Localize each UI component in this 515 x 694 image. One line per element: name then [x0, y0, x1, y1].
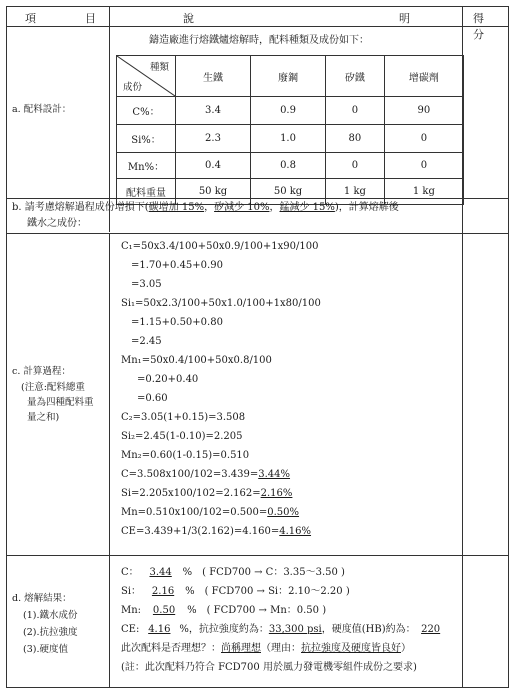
col-divider-top	[109, 7, 110, 232]
final-answer: 0.50%	[267, 507, 300, 518]
section-d-label: d. 熔解結果：	[12, 593, 72, 604]
section-a-label: a. 配料設計：	[12, 104, 72, 115]
separator: ，	[269, 202, 280, 213]
table-cell: 0	[384, 125, 463, 153]
result-c-label: C：	[121, 567, 139, 578]
section-b-post: )，計算熔解後	[334, 202, 399, 213]
result-note: (註：此次配料乃符合 FCD700 用於風力發電機零組件成份之要求)	[121, 662, 417, 673]
calc-line: =2.45	[131, 336, 162, 347]
table-cell: 0	[384, 153, 463, 179]
result-ce-line	[121, 620, 446, 635]
section-a-intro: 鑄造廠進行熔鐵爐熔解時，配料種類及成份如下：	[149, 35, 369, 46]
hardness-value: 220	[421, 624, 441, 635]
header-divider	[7, 26, 508, 27]
header-item: 項 目	[25, 12, 97, 25]
result-c-line	[121, 563, 345, 578]
calc-line: =0.60	[137, 393, 168, 404]
table-cell: 1 kg	[326, 179, 385, 205]
silicon-loss: 矽減少 10%	[214, 202, 270, 213]
result-c-ref: % ( FCD700 → C：3.35～3.50 )	[182, 567, 345, 578]
reason-text: 抗拉強度及硬度皆良好	[301, 643, 401, 654]
table-cell: 1 kg	[384, 179, 463, 205]
table-cell: 90	[384, 97, 463, 125]
section-b-pre: b. 請考慮熔解過程成份增損下(	[12, 202, 149, 213]
section-b-line2: 鐵水之成份：	[27, 218, 87, 229]
result-hb-mid: ，硬度值(HB)約為：	[321, 624, 416, 635]
header-desc-right: 明	[399, 12, 411, 25]
calc-line: =1.70+0.45+0.90	[131, 260, 223, 271]
calc-line: =1.15+0.50+0.80	[131, 317, 223, 328]
row-label: Si%：	[117, 125, 176, 153]
final-expr: C=3.508x100/102=3.439=	[121, 469, 259, 480]
table-cell: 50 kg	[176, 179, 251, 205]
result-c-value: 3.44	[149, 567, 172, 578]
section-b-line1	[12, 201, 399, 215]
calc-line: C₁=50x3.4/100+50x0.9/100+1x90/100	[121, 241, 319, 252]
tensile-strength: 33,300 psi	[268, 624, 322, 635]
final-answer: 4.16%	[279, 526, 312, 537]
calc-line: =3.05	[131, 279, 162, 290]
row-label: C%：	[117, 97, 176, 125]
result-ce-value: 4.16	[148, 624, 171, 635]
section-c-note3: 量之和)	[27, 412, 60, 423]
result-mn-value: 0.50	[152, 605, 176, 616]
table-cell: 0	[326, 153, 385, 179]
carbon-gain: 碳增加 15%	[148, 202, 205, 213]
material-header: 矽鐵	[326, 56, 385, 97]
table-cell: 80	[326, 125, 385, 153]
header-score: 得 分	[473, 12, 497, 41]
final-expr: CE=3.439+1/3(2.162)=4.160=	[121, 526, 280, 537]
final-answer: 3.44%	[258, 469, 291, 480]
header-desc-left: 說	[183, 12, 195, 25]
result-mn-label: Mn:	[121, 605, 142, 616]
material-header: 生鐵	[176, 56, 251, 97]
result-si-value: 2.16	[151, 586, 175, 597]
table-cell: 2.3	[176, 125, 251, 153]
corner-bottom-text: 成份	[123, 82, 143, 93]
calc-line: Si₂=2.45(1-0.10)=2.205	[121, 431, 243, 442]
table-cell: 50 kg	[251, 179, 326, 205]
section-d-item3: (3).硬度值	[23, 644, 68, 655]
material-table	[116, 55, 464, 205]
calc-line: C₂=3.05(1+0.15)=3.508	[121, 412, 246, 423]
ideal-answer: 尚稱理想	[221, 643, 261, 654]
divider-b-c	[7, 233, 508, 234]
ideal-question: 此次配料是否理想？：	[121, 643, 221, 654]
section-c-label: c. 計算過程：	[12, 366, 71, 377]
section-c-note1: (注意:配料總重	[21, 382, 85, 393]
row-label: Mn%：	[117, 153, 176, 179]
table-corner-cell	[117, 56, 176, 97]
result-mn-line	[121, 601, 326, 616]
final-expr: Si=2.205x100/102=2.162=	[121, 488, 261, 499]
manganese-loss: 錳減少 15%	[279, 202, 335, 213]
final-answer: 2.16%	[260, 488, 293, 499]
result-ideal-line	[121, 639, 411, 654]
row-label: 配料重量	[117, 179, 176, 205]
reason-suffix: ）	[401, 643, 411, 654]
table-cell: 0.4	[176, 153, 251, 179]
final-line	[121, 507, 299, 518]
result-mn-ref: % ( FCD700 → Mn：0.50 )	[187, 605, 327, 616]
answer-sheet	[6, 6, 509, 688]
reason-prefix: （理由：	[261, 643, 301, 654]
col-divider-bottom	[109, 233, 110, 687]
calc-line: =0.20+0.40	[137, 374, 199, 385]
divider-c-d	[7, 555, 508, 556]
material-header: 廢鋼	[251, 56, 326, 97]
table-cell: 3.4	[176, 97, 251, 125]
section-c-note2: 量為四種配料重	[27, 397, 94, 408]
result-si-ref: % ( FCD700 → Si：2.10～2.20 )	[185, 586, 350, 597]
section-d-item2: (2).抗拉強度	[23, 627, 78, 638]
material-header: 增碳劑	[384, 56, 463, 97]
calc-line: Mn₂=0.60(1-0.15)=0.510	[121, 450, 250, 461]
final-line	[121, 526, 311, 537]
result-ce-label: CE:	[121, 624, 140, 635]
result-ce-mid: %，抗拉強度約為：	[179, 624, 269, 635]
corner-top-text: 種類	[149, 62, 169, 73]
table-cell: 0	[326, 97, 385, 125]
separator: ，	[204, 202, 215, 213]
result-si-line	[121, 582, 350, 597]
calc-line: Si₁=50x2.3/100+50x1.0/100+1x80/100	[121, 298, 321, 309]
table-cell: 0.9	[251, 97, 326, 125]
final-expr: Mn=0.510x100/102=0.500=	[121, 507, 268, 518]
final-line	[121, 488, 292, 499]
calc-line: Mn₁=50x0.4/100+50x0.8/100	[121, 355, 272, 366]
final-line	[121, 469, 290, 480]
table-cell: 1.0	[251, 125, 326, 153]
section-d-item1: (1).鐵水成份	[23, 610, 78, 621]
table-cell: 0.8	[251, 153, 326, 179]
result-si-label: Si：	[121, 586, 142, 597]
